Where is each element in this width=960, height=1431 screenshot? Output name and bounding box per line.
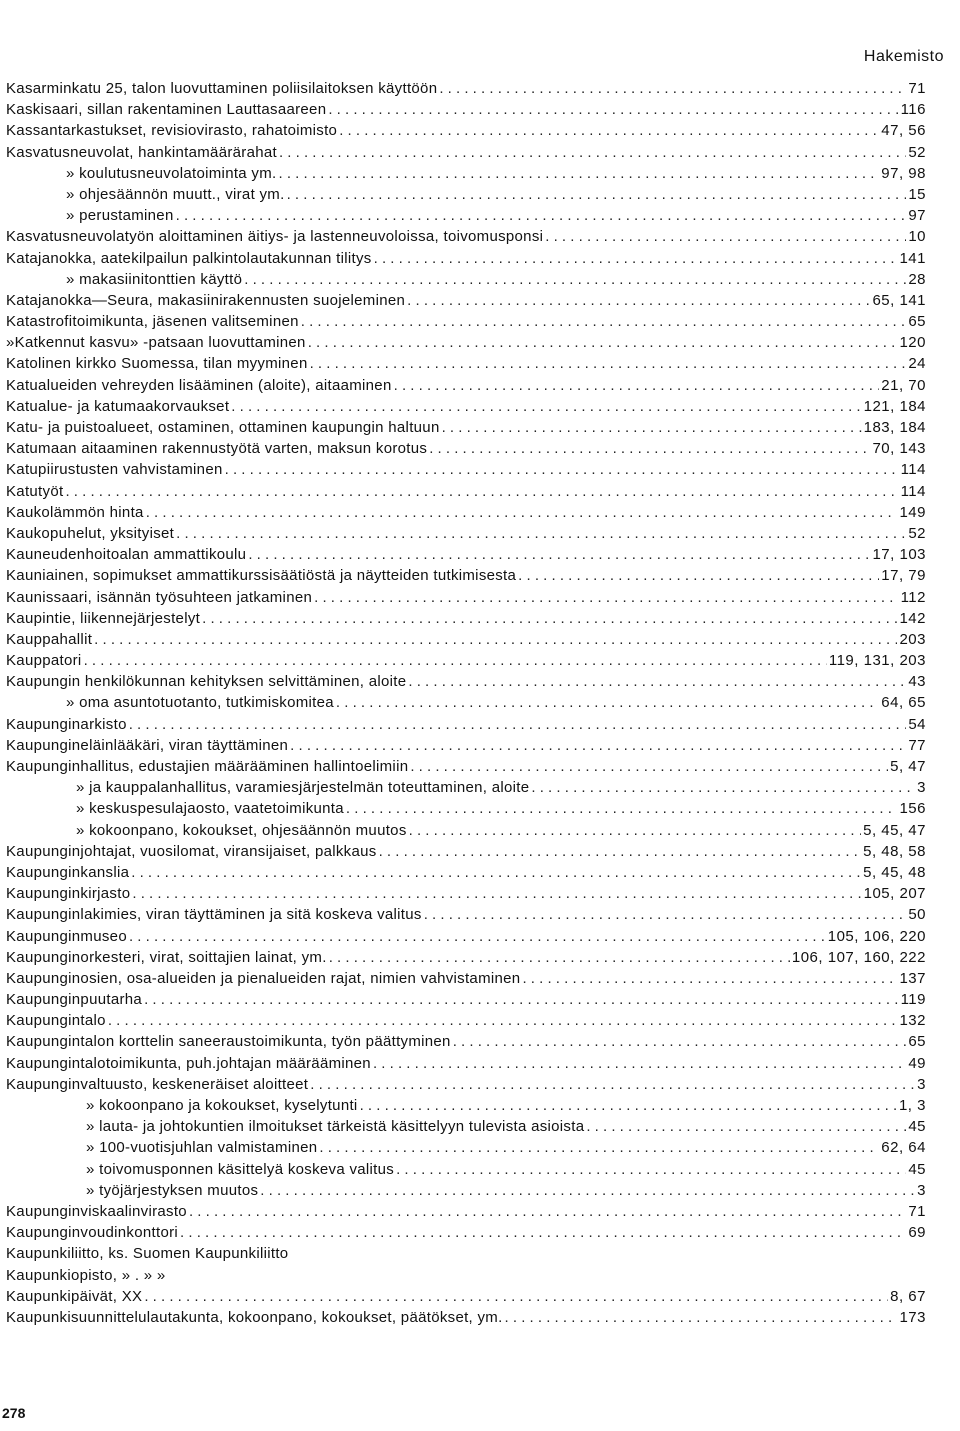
dot-leader	[176, 523, 906, 544]
entry-label: Kaunissaari, isännän työsuhteen jatkaminen	[6, 588, 313, 606]
entry-pages: 45	[908, 1118, 926, 1136]
dot-leader	[453, 1031, 907, 1052]
entry-label: Kaupungineläinlääkäri, viran täyttäminen	[6, 736, 289, 754]
entry-pages: 3	[917, 1181, 926, 1199]
entry-pages: 5, 45, 48	[863, 863, 926, 881]
dot-leader	[248, 544, 870, 565]
dot-leader	[279, 142, 906, 163]
section-header: Hakemisto	[863, 48, 944, 65]
entry-label: Kaupunginorkesteri, virat, soittajien lainat, ym.	[6, 948, 327, 966]
dot-leader	[346, 798, 898, 819]
index-entry	[6, 692, 926, 713]
index-entry	[6, 396, 926, 417]
index-list	[6, 78, 926, 1328]
entry-label: Kaupunginpuutarha	[6, 991, 143, 1009]
entry-pages: 52	[908, 524, 926, 542]
entry-pages: 5, 45, 47	[863, 821, 926, 839]
index-entry	[6, 332, 926, 353]
index-entry	[6, 587, 926, 608]
dot-leader	[131, 862, 861, 883]
entry-label: Kaupunginosien, osa-alueiden ja pienalueiden rajat, nimien vahvistaminen	[6, 969, 521, 987]
dot-leader	[108, 1010, 898, 1031]
index-entry	[6, 798, 926, 819]
index-entry	[6, 248, 926, 269]
dot-leader	[410, 756, 888, 777]
entry-pages: 141	[899, 249, 926, 267]
index-entry	[6, 735, 926, 756]
dot-leader	[586, 1116, 906, 1137]
entry-pages: 203	[899, 630, 926, 648]
entry-pages: 3	[917, 1075, 926, 1093]
entry-pages: 156	[899, 800, 926, 818]
entry-label: Kasvatusneuvolatyön aloittaminen äitiys- ja lastenneuvoloissa, toivomusponsi	[6, 228, 544, 246]
entry-pages: 10	[908, 228, 926, 246]
dot-leader	[396, 1159, 906, 1180]
index-entry	[6, 989, 926, 1010]
entry-pages: 119, 131, 203	[828, 652, 926, 670]
entry-label: Kauppahallit	[6, 630, 93, 648]
dot-leader	[329, 947, 790, 968]
entry-pages: 3	[917, 779, 926, 797]
index-entry	[6, 650, 926, 671]
entry-pages: 24	[908, 355, 926, 373]
dot-leader	[339, 120, 879, 141]
entry-label: Kaupunginkanslia	[6, 863, 130, 881]
entry-pages: 106, 107, 160, 222	[791, 948, 926, 966]
index-entry	[6, 1031, 926, 1052]
dot-leader	[225, 459, 899, 480]
entry-pages: 142	[899, 609, 926, 627]
entry-label: Kaupunginlakimies, viran täyttäminen ja sitä koskeva valitus	[6, 906, 422, 924]
entry-pages: 121, 184	[863, 397, 926, 415]
index-entry	[6, 1180, 926, 1201]
dot-leader	[442, 417, 862, 438]
dot-leader	[132, 883, 861, 904]
entry-label: Kasvatusneuvolat, hankintamäärärahat	[6, 143, 277, 161]
dot-leader	[290, 735, 906, 756]
index-entry	[6, 1116, 926, 1137]
entry-label: Kaupunginarkisto	[6, 715, 127, 733]
entry-label: Katajanokka, aatekilpailun palkintolautakunnan tilitys	[6, 249, 372, 267]
dot-leader	[287, 184, 907, 205]
dot-leader	[328, 99, 898, 120]
entry-pages: 105, 106, 220	[827, 927, 926, 945]
entry-pages: 119	[900, 991, 926, 1009]
entry-label: » toivomusponnen käsittelyä koskeva valitus	[86, 1160, 395, 1178]
dot-leader	[424, 904, 907, 925]
dot-leader	[129, 926, 826, 947]
entry-pages: 8, 67	[890, 1287, 926, 1305]
entry-label: Kaupungintalotoimikunta, puh.johtajan määrääminen	[6, 1054, 371, 1072]
entry-label: Kaukopuhelut, yksityiset	[6, 524, 175, 542]
dot-leader	[531, 777, 915, 798]
entry-label: » työjärjestyksen muutos	[86, 1181, 259, 1199]
dot-leader	[176, 205, 907, 226]
index-entry	[6, 714, 926, 735]
entry-pages: 21, 70	[881, 376, 926, 394]
dot-leader	[129, 714, 907, 735]
entry-label: » ohjesäännön muutt., virat ym.	[66, 185, 285, 203]
entry-pages: 149	[899, 503, 926, 521]
index-entry	[6, 375, 926, 396]
entry-label: » ja kauppalanhallitus, varamiesjärjestelmän toteuttaminen, aloite	[76, 779, 530, 797]
entry-label: Kauniainen, sopimukset ammattikurssisäätiöstä ja näytteiden tutkimisesta	[6, 567, 517, 585]
entry-pages: 114	[900, 461, 926, 479]
index-entry	[6, 1307, 926, 1328]
dot-leader	[522, 968, 897, 989]
index-entry	[6, 756, 926, 777]
entry-pages: 15	[908, 185, 926, 203]
entry-label: » oma asuntotuotanto, tutkimiskomitea	[66, 694, 334, 712]
dot-leader	[180, 1222, 906, 1243]
index-entry	[6, 184, 926, 205]
entry-pages: 50	[908, 906, 926, 924]
entry-label: Katualueiden vehreyden lisääminen (aloite), aitaaminen	[6, 376, 392, 394]
index-entry	[6, 904, 926, 925]
index-entry	[6, 438, 926, 459]
index-entry	[6, 947, 926, 968]
entry-pages: 97, 98	[881, 164, 926, 182]
index-entry	[6, 1137, 926, 1158]
index-entry	[6, 820, 926, 841]
index-entry	[6, 968, 926, 989]
dot-leader	[202, 608, 897, 629]
entry-pages: 5, 48, 58	[863, 842, 926, 860]
dot-leader	[545, 226, 906, 247]
entry-pages: 5, 47	[890, 758, 926, 775]
dot-leader	[505, 1307, 898, 1328]
dot-leader	[94, 629, 897, 650]
index-entry	[6, 841, 926, 862]
entry-pages: 47, 56	[881, 122, 926, 140]
entry-pages: 114	[900, 482, 926, 500]
entry-pages: 71	[908, 1202, 926, 1220]
index-entry	[6, 1201, 926, 1222]
entry-label: Katajanokka—Seura, makasiinirakennusten suojeleminen	[6, 291, 406, 309]
entry-label: » perustaminen	[66, 207, 174, 225]
entry-label: Kasarminkatu 25, talon luovuttaminen poliisilaitoksen käyttöön	[6, 80, 438, 97]
entry-label: Kaupunginvaltuusto, keskeneräiset aloitteet	[6, 1075, 309, 1093]
entry-pages: 17, 103	[872, 546, 926, 564]
entry-pages: 112	[900, 588, 926, 606]
entry-pages: 183, 184	[863, 419, 926, 436]
entry-label: Kaupunginkirjasto	[6, 885, 131, 903]
entry-pages: 64, 65	[881, 694, 926, 712]
entry-label: Kaukolämmön hinta	[6, 503, 144, 521]
entry-pages: 69	[908, 1224, 926, 1242]
entry-label: Kaupunkiopisto, » . » »	[6, 1266, 166, 1284]
index-entry	[6, 353, 926, 374]
entry-label: Katu- ja puistoalueet, ostaminen, ottaminen kaupungin haltuun	[6, 419, 440, 436]
index-entry	[6, 481, 926, 502]
dot-leader	[301, 311, 907, 332]
dot-leader	[65, 481, 898, 502]
entry-label: »Katkennut kasvu» -patsaan luovuttaminen	[6, 334, 306, 352]
entry-pages: 65	[908, 313, 926, 331]
index-entry	[6, 142, 926, 163]
entry-label: » kokoonpano ja kokoukset, kyselytunti	[86, 1097, 358, 1114]
dot-leader	[244, 269, 906, 290]
entry-label: Kaupungin henkilökunnan kehityksen selvittäminen, aloite	[6, 673, 407, 691]
entry-pages: 65, 141	[872, 291, 926, 309]
dot-leader	[429, 438, 870, 459]
index-entry	[6, 1222, 926, 1243]
dot-leader	[310, 353, 907, 374]
index-entry	[6, 1095, 926, 1116]
entry-pages: 45	[908, 1160, 926, 1178]
dot-leader	[360, 1095, 897, 1116]
entry-label: Kaupunginhallitus, edustajien määrääminen hallintoelimiin	[6, 758, 409, 775]
entry-label: Kaupunginjohtajat, vuosilomat, viransijaiset, palkkaus	[6, 842, 377, 860]
entry-pages: 137	[899, 969, 926, 987]
entry-pages: 49	[908, 1054, 926, 1072]
entry-label: Kaupunginviskaalinvirasto	[6, 1202, 187, 1220]
index-entry	[6, 417, 926, 438]
dot-leader	[84, 650, 827, 671]
dot-leader	[231, 396, 861, 417]
index-entry	[6, 205, 926, 226]
index-entry	[6, 608, 926, 629]
index-entry	[6, 523, 926, 544]
entry-pages: 65	[908, 1033, 926, 1051]
entry-pages: 120	[899, 334, 926, 352]
index-entry	[6, 226, 926, 247]
index-entry	[6, 1074, 926, 1095]
dot-leader	[308, 332, 898, 353]
entry-pages: 77	[908, 736, 926, 754]
entry-label: Katolinen kirkko Suomessa, tilan myyminen	[6, 355, 308, 373]
entry-pages: 17, 79	[881, 567, 926, 585]
index-entry	[6, 1159, 926, 1180]
entry-pages: 70, 143	[872, 440, 926, 458]
index-entry	[6, 163, 926, 184]
dot-leader	[146, 502, 898, 523]
index-entry	[6, 777, 926, 798]
entry-label: » makasiinitonttien käyttö	[66, 270, 243, 288]
page-number: 278	[2, 1405, 26, 1421]
index-entry	[6, 290, 926, 311]
entry-pages: 1, 3	[898, 1097, 926, 1114]
index-entry	[6, 671, 926, 692]
dot-leader	[518, 565, 879, 586]
index-entry	[6, 78, 926, 99]
dot-leader	[314, 587, 898, 608]
dot-leader	[394, 375, 880, 396]
entry-label: Katupiirustusten vahvistaminen	[6, 461, 223, 479]
entry-pages: 97	[908, 207, 926, 225]
entry-label: » lauta- ja johtokuntien ilmoitukset tärkeistä käsittelyyn tulevista asioista	[86, 1118, 585, 1136]
entry-label: Kaupintie, liikennejärjestelyt	[6, 609, 201, 627]
entry-label: Kaupunkiliitto, ks. Suomen Kaupunkiliitto	[6, 1245, 289, 1263]
entry-pages: 62, 64	[881, 1139, 926, 1157]
index-entry	[6, 269, 926, 290]
entry-label: Kaupunkipäivät, XX	[6, 1287, 143, 1305]
index-entry	[6, 1286, 926, 1307]
dot-leader	[439, 78, 906, 99]
entry-label: Kaupungintalo	[6, 1012, 106, 1030]
entry-label: » keskuspesulajaosto, vaatetoimikunta	[76, 800, 344, 818]
index-entry	[6, 565, 926, 586]
dot-leader	[336, 692, 879, 713]
entry-pages: 54	[908, 715, 926, 733]
index-entry	[6, 459, 926, 480]
index-entry	[6, 629, 926, 650]
index-entry	[6, 502, 926, 523]
entry-label: Kaupunkisuunnittelulautakunta, kokoonpano, kokoukset, päätökset, ym.	[6, 1308, 503, 1326]
dot-leader	[189, 1201, 906, 1222]
dot-leader	[409, 820, 861, 841]
dot-leader	[144, 1286, 888, 1307]
entry-label: Kaupunginvoudinkonttori	[6, 1224, 179, 1242]
index-entry	[6, 99, 926, 120]
dot-leader	[260, 1180, 915, 1201]
dot-leader	[407, 290, 870, 311]
entry-pages: 173	[899, 1308, 926, 1326]
index-entry	[6, 544, 926, 565]
entry-label: Katumaan aitaaminen rakennustyötä varten, maksun korotus	[6, 440, 428, 458]
entry-pages: 43	[908, 673, 926, 691]
dot-leader	[374, 248, 898, 269]
index-entry	[6, 1243, 926, 1264]
dot-leader	[373, 1053, 906, 1074]
index-entry	[6, 120, 926, 141]
dot-leader	[310, 1074, 915, 1095]
entry-pages: 132	[899, 1012, 926, 1030]
entry-label: Kauppatori	[6, 652, 82, 670]
entry-label: Kassantarkastukset, revisiovirasto, rahatoimisto	[6, 122, 338, 140]
dot-leader	[408, 671, 906, 692]
index-entry	[6, 883, 926, 904]
entry-label: Kaskisaari, sillan rakentaminen Lauttasaareen	[6, 101, 327, 119]
entry-label: Katutyöt	[6, 482, 64, 500]
entry-label: » koulutusneuvolatoiminta ym.	[66, 164, 277, 182]
entry-label: Kauneudenhoitoalan ammattikoulu	[6, 546, 247, 564]
index-entry	[6, 1053, 926, 1074]
index-entry	[6, 1010, 926, 1031]
index-entry	[6, 311, 926, 332]
entry-pages: 52	[908, 143, 926, 161]
entry-label: Katastrofitoimikunta, jäsenen valitseminen	[6, 313, 299, 331]
entry-label: Kaupungintalon korttelin saneeraustoimikunta, työn päättyminen	[6, 1033, 451, 1051]
entry-pages: 28	[908, 270, 926, 288]
index-entry	[6, 1265, 926, 1286]
entry-label: » kokoonpano, kokoukset, ohjesäännön muutos	[76, 821, 407, 839]
dot-leader	[278, 163, 879, 184]
dot-leader	[379, 841, 862, 862]
dot-leader	[319, 1137, 879, 1158]
entry-pages: 116	[900, 101, 926, 119]
entry-pages: 105, 207	[863, 885, 926, 903]
entry-label: Katualue- ja katumaakorvaukset	[6, 397, 230, 415]
dot-leader	[144, 989, 899, 1010]
entry-label: » 100-vuotisjuhlan valmistaminen	[86, 1139, 318, 1157]
entry-label: Kaupunginmuseo	[6, 927, 127, 945]
index-entry	[6, 862, 926, 883]
entry-pages: 71	[908, 80, 926, 97]
index-entry	[6, 926, 926, 947]
